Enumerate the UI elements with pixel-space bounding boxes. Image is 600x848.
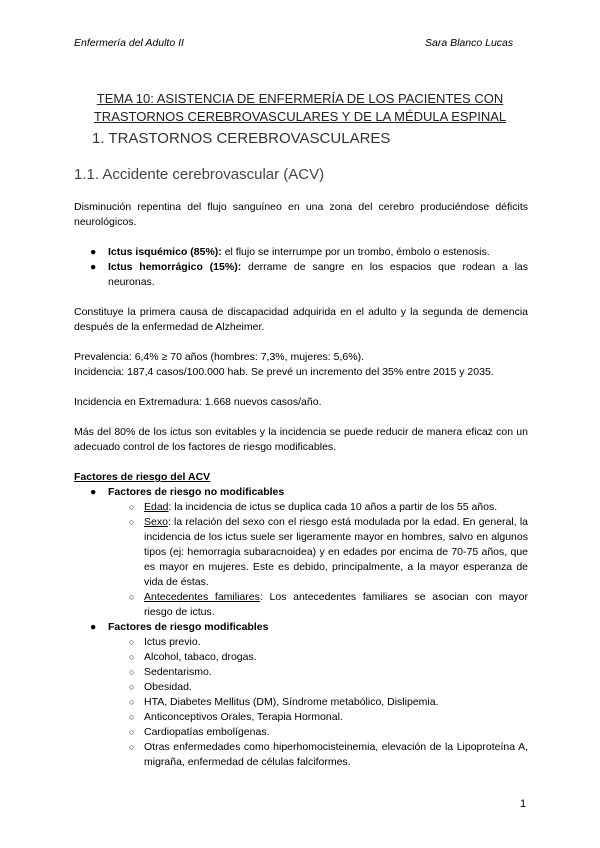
- list-item: [74, 245, 528, 260]
- type-text: derrame de sangre en los espacios que rodean a las neuronas.: [108, 261, 528, 288]
- circle-bullet-icon: ○: [129, 652, 135, 662]
- circle-bullet-icon: ○: [129, 667, 135, 677]
- extremadura-line: Incidencia en Extremadura: 1.668 nuevos casos/año.: [74, 396, 322, 408]
- list-item: [74, 485, 528, 500]
- cause-paragraph: Constituye la primera causa de discapacidad adquirida en el adulto y la segunda de demencia después de la enfermedad de Alzheimer.: [74, 306, 528, 333]
- circle-bullet-icon: ○: [129, 727, 135, 737]
- circle-bullet-icon: ○: [129, 712, 135, 722]
- incidence-line: Incidencia: 187,4 casos/100.000 hab. Se prevé un incremento del 35% entre 2015 y 2035.: [74, 366, 494, 378]
- list-item: ○ Sedentarismo.: [129, 666, 212, 678]
- list-item: ○ Obesidad.: [129, 681, 192, 693]
- list-item: ○ Edad: la incidencia de ictus se duplica cada 10 años a partir de los 55 años.: [129, 501, 498, 513]
- list-item: [74, 260, 528, 290]
- bullet-icon: ●: [90, 621, 97, 633]
- title-line-2: TRASTORNOS CEREBROVASCULARES Y DE LA MÉDULA ESPINAL: [93, 109, 507, 124]
- definition-paragraph: Disminución repentina del flujo sanguíneo en una zona del cerebro produciéndose déficits neurológicos.: [74, 201, 528, 228]
- header-course: Enfermería del Adulto II: [74, 37, 184, 49]
- type-text: el flujo se interrumpe por un trombo, émbolo o estenosis.: [221, 246, 490, 258]
- list-item: ○ Antecedentes familiares: Los antecedentes familiares se asocian con mayor riesgo de ictus.: [129, 591, 528, 618]
- prevalence-line: Prevalencia: 6,4% ≥ 70 años (hombres: 7,3%, mujeres: 5,6%).: [74, 351, 364, 363]
- bullet-icon: ●: [90, 486, 97, 498]
- non-modifiable-list: [74, 500, 528, 620]
- list-item: ○ HTA, Diabetes Mellitus (DM), Síndrome metabólico, Dislipemia.: [129, 696, 439, 708]
- circle-bullet-icon: ○: [129, 682, 135, 692]
- circle-bullet-icon: ○: [129, 517, 135, 527]
- modifiable-list: [74, 635, 528, 770]
- document-title: [58, 90, 542, 126]
- page-number: 1: [520, 798, 527, 810]
- risk-factors-title: Factores de riesgo del ACV: [74, 471, 211, 483]
- section-heading-1: 1. TRASTORNOS CEREBROVASCULARES: [92, 130, 391, 147]
- circle-bullet-icon: ○: [129, 742, 135, 752]
- list-item: ○ Ictus previo.: [129, 636, 201, 648]
- avoidable-paragraph: Más del 80% de los ictus son evitables y la incidencia se puede reducir de manera eficaz con un adecuado control de los factores de riesgo modificables.: [74, 426, 528, 453]
- risk-factors-list-2: [74, 620, 528, 635]
- bullet-icon: ●: [90, 261, 97, 273]
- ictus-types-list: [74, 245, 528, 290]
- non-modifiable-title: Factores de riesgo no modificables: [108, 486, 285, 498]
- list-item: ○ Alcohol, tabaco, drogas.: [129, 651, 257, 663]
- title-line-1: TEMA 10: ASISTENCIA DE ENFERMERÍA DE LOS PACIENTES CON: [96, 91, 504, 106]
- list-item: ○ Cardiopatías embolígenas.: [129, 726, 270, 738]
- type-term: Ictus hemorrágico (15%):: [108, 261, 242, 273]
- bullet-icon: ●: [90, 246, 97, 258]
- type-term: Ictus isquémico (85%):: [108, 246, 222, 258]
- modifiable-title: Factores de riesgo modificables: [108, 621, 269, 633]
- list-item: ○ Anticonceptivos Orales, Terapia Hormonal.: [129, 711, 343, 723]
- circle-bullet-icon: ○: [129, 592, 135, 602]
- body-text: [74, 200, 528, 770]
- circle-bullet-icon: ○: [129, 697, 135, 707]
- section-heading-1-1: 1.1. Accidente cerebrovascular (ACV): [74, 166, 325, 183]
- circle-bullet-icon: ○: [129, 637, 135, 647]
- list-item: ○ Sexo: la relación del sexo con el riesgo está modulada por la edad. En general, la incidencia de los ictus suele ser ligeramente mayor en hombres, salvo en algunos tipos (ej: hemorragia subaracnoidea) y en edades por encima de 70-75 años, que es mayor en mujeres. Este es debido, principalmente, a la mayor esperanza de vida de éstas.: [129, 516, 528, 588]
- risk-factors-list: [74, 485, 528, 500]
- list-item: ○ Otras enfermedades como hiperhomocisteinemia, elevación de la Lipoproteína A, migraña, enfermedad de células falciformes.: [129, 741, 528, 768]
- header-author: Sara Blanco Lucas: [425, 37, 514, 49]
- circle-bullet-icon: ○: [129, 502, 135, 512]
- list-item: [74, 620, 528, 635]
